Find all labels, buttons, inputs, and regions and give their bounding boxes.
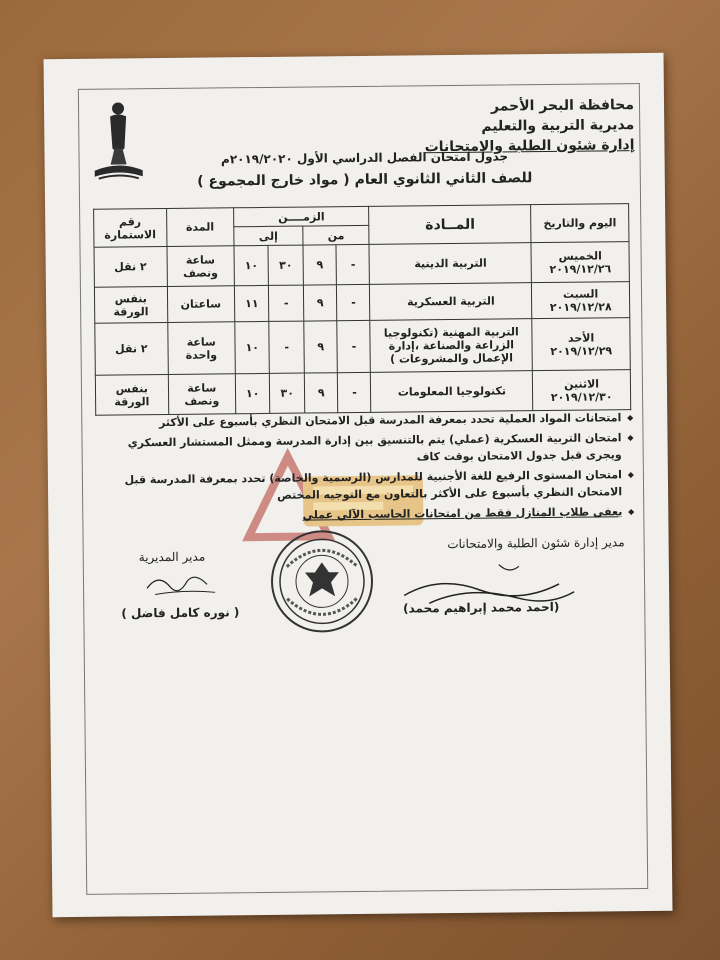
official-seal-icon — [266, 526, 377, 637]
left-signatory-name: ( نوره كامل فاضل ) — [121, 605, 240, 621]
header-form-number: رقم الاستمارة — [94, 208, 167, 247]
cell-from-minute: - — [337, 284, 371, 320]
note-item: ◆ امتحانات المواد العملية تحدد بمعرفة المدرسة قبل الامتحان النظري بأسبوع على الأكثر — [123, 409, 633, 431]
header-duration: المدة — [166, 208, 234, 247]
document-header — [424, 95, 634, 157]
table-row — [95, 370, 630, 416]
header-subject: المــادة — [369, 205, 531, 245]
cell-to-minute: ٣٠ — [268, 245, 303, 285]
notes-list — [123, 409, 634, 528]
cell-from-hour: ٩ — [303, 285, 337, 321]
cell-from-minute: - — [338, 372, 372, 412]
right-signatory-name: (احمد محمد إبراهيم محمد) — [403, 599, 560, 616]
header-time: الزمــــن — [234, 206, 370, 226]
note-item: ◆ امتحان المستوى الرفيع للغة الأجنبية للمدارس (الرسمية والخاصة) تحدد بمعرفة المدرسة قبل الامتحان النظري بأسبوع على الأكثر بالتعاون مع التوجيه المختص — [124, 466, 634, 505]
table-row — [94, 242, 629, 288]
cell-duration: ساعة ونصف — [167, 246, 235, 287]
cell-to-minute: - — [269, 321, 304, 373]
header-governorate: محافظة البحر الأحمر — [490, 97, 635, 115]
cell-date: السبت ٢٠١٩/١٢/٢٨ — [532, 282, 630, 319]
cell-to-minute: - — [269, 285, 304, 321]
note-item: ◆ امتحان التربية العسكرية (عملي) يتم بالتنسيق بين إدارة المدرسة وممثل المستشار العسكري ويجرى قبل جدول الامتحان بوقت كاف — [123, 429, 633, 468]
cell-to-hour: ١٠ — [235, 321, 270, 373]
cell-duration: ساعتان — [167, 286, 235, 323]
cell-to-minute: ٣٠ — [270, 373, 305, 413]
schedule-title: جدول امتحان الفصل الدراسي الأول ٢٠١٩/٢٠٢٠م — [220, 149, 509, 167]
document-page — [44, 53, 673, 917]
cell-subject: تكنولوجيا المعلومات — [371, 371, 533, 413]
cell-form: بنفس الورقة — [94, 286, 167, 323]
note-item: ◆ يعفى طلاب المنازل فقط من امتحانات الحاسب الآلي عملي — [124, 503, 634, 525]
cell-to-hour: ١٠ — [235, 373, 270, 413]
cell-from-hour: ٩ — [304, 321, 338, 373]
cell-date: الخميس ٢٠١٩/١٢/٢٦ — [531, 242, 629, 283]
left-signature-icon — [133, 563, 233, 604]
cell-duration: ساعة واحدة — [167, 322, 235, 375]
exam-schedule-table — [93, 203, 631, 416]
header-directorate: مديرية التربية والتعليم — [481, 117, 635, 135]
cell-to-hour: ١١ — [234, 285, 269, 321]
cell-date: الاثنين ٢٠١٩/١٢/٣٠ — [533, 370, 631, 411]
header-to: إلى — [234, 226, 303, 246]
cell-subject: التربية العسكرية — [370, 283, 532, 321]
cell-from-minute: - — [336, 244, 370, 284]
header-from: من — [303, 225, 370, 245]
schedule-subtitle: للصف الثاني الثانوي العام ( مواد خارج المجموع ) — [197, 170, 533, 190]
cell-form: ٢ نقل — [94, 246, 167, 287]
cell-from-hour: ٩ — [303, 245, 337, 285]
table-row — [95, 318, 631, 376]
governorate-logo-icon — [88, 98, 149, 185]
cell-from-minute: - — [337, 320, 371, 372]
cell-date: الأحد ٢٠١٩/١٢/٢٩ — [532, 318, 630, 371]
left-signatory-title: مدير المديرية — [138, 549, 206, 565]
cell-form: ٢ نقل — [95, 322, 168, 375]
cell-form: بنفس الورقة — [95, 374, 168, 415]
table-row — [94, 282, 629, 324]
cell-to-hour: ١٠ — [234, 245, 269, 285]
cell-subject: التربية المهنية (تكنولوجيا الزراعة والصناعة ،إدارة الإعمال والمشروعات ) — [370, 319, 532, 373]
header-department: إدارة شئون الطلبة والامتحانات — [424, 137, 635, 156]
header-date: اليوم والتاريخ — [531, 204, 629, 243]
cell-subject: التربية الدينية — [369, 243, 531, 285]
cell-duration: ساعة ونصف — [168, 374, 236, 415]
right-signatory-title: مدير إدارة شئون الطلبة والامتحانات — [447, 535, 625, 552]
cell-from-hour: ٩ — [304, 373, 338, 413]
